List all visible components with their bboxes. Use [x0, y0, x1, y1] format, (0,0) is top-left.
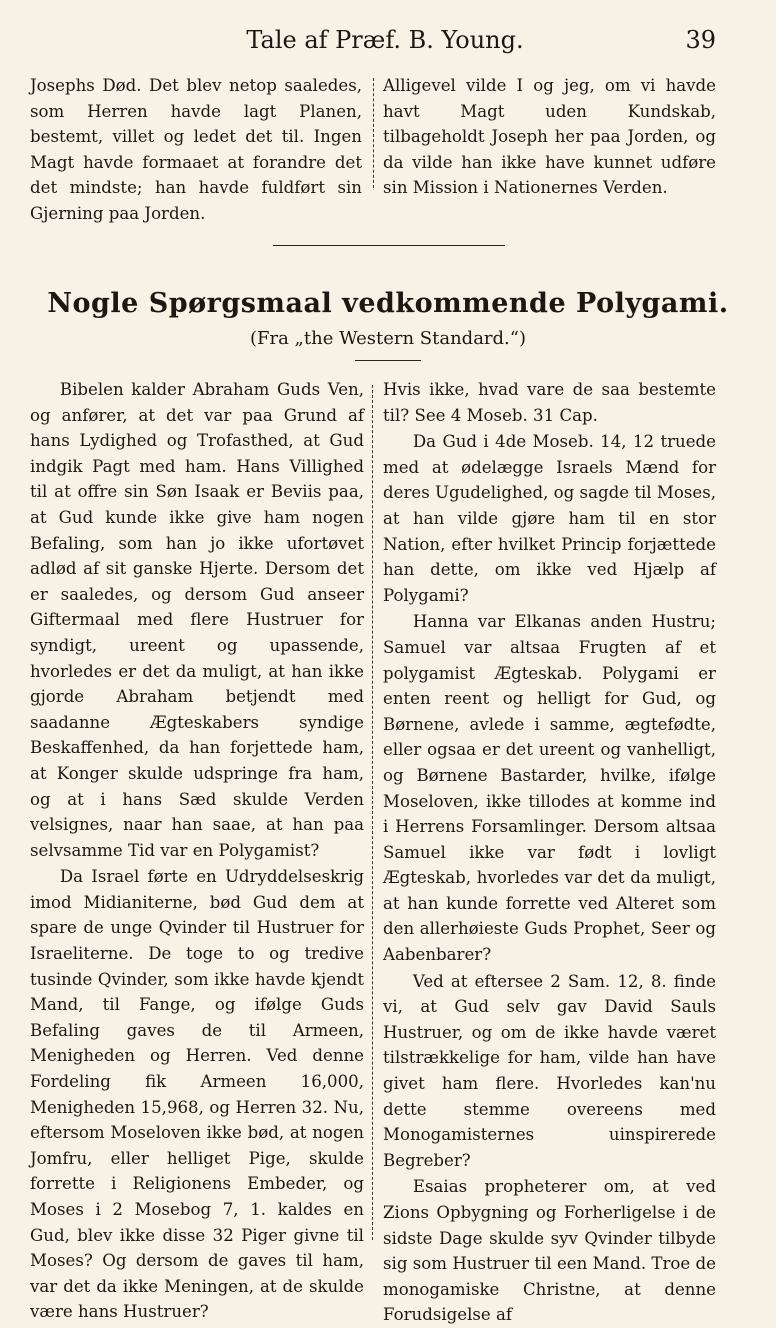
running-title: Tale af Præf. B. Young.: [246, 26, 524, 54]
column-divider-top: [373, 78, 374, 188]
page-number: 39: [685, 26, 716, 54]
article-right-column: [383, 377, 716, 1328]
article-paragraph: Hvis ikke, hvad vare de saa bestemte til? See 4 Moseb. 31 Cap.: [383, 380, 716, 425]
section-rule: [273, 245, 505, 246]
top-left-column: [30, 73, 362, 227]
article-paragraph: Ved at eftersee 2 Sam. 12, 8. finde vi, at Gud selv gav David Sauls Hustruer, og om de ikke havde været tilstrækkelige for ham, vilde han have givet ham flere. Hvorledes kan'nu dette stemme overeens med Monogamisternes uinspirerede Begreber?: [383, 971, 716, 1170]
article-paragraph: Esaias propheterer om, at ved Zions Opbygning og Forherligelse i de sidste Dage skulde syv Qvinder tilbyde sig som Hustruer til een Mand. Troe de monogamiske Christne, at denne Forudsigelse af: [383, 1177, 716, 1325]
subtitle-rule: [355, 360, 421, 361]
top-left-paragraph: Josephs Død. Det blev netop saaledes, som Herren havde lagt Planen, bestemt, villet og ledet det til. Ingen Magt havde formaaet at forandre det det mindste; han havde fuldført sin Gjerning paa Jorden.: [30, 76, 362, 223]
article-paragraph: Da Gud i 4de Moseb. 14, 12 truede med at ødelægge Israels Mænd for deres Ugudelighed, og sagde til Moses, at han vilde gjøre ham til en stor Nation, efter hvilket Princip forjættede han dette, om ikke ved Hjælp af Polygami?: [383, 432, 716, 605]
page-header: [0, 26, 776, 62]
article-title: Nogle Spørgsmaal vedkommende Polygami.: [47, 288, 729, 319]
article-paragraph: Hanna var Elkanas anden Hustru; Samuel var altsaa Frugten af et polygamist Ægteskab. Polygami er enten reent og helligt for Gud, og Børnene, avlede i samme, ægtefødte, eller ogsaa er det ureent og vanhelligt, og Børnene Bastarder, hvilke, ifølge Moseloven, ikke tillodes at komme ind i Herrens Forsamlinger. Dersom altsaa Samuel ikke var født i lovligt Ægteskab, hvorledes var det da muligt, at han kunde forrette ved Alteret som den allerhøieste Guds Prophet, Seer og Aabenbarer?: [383, 612, 716, 965]
article-subtitle: (Fra „the Western Standard.“): [249, 328, 527, 349]
article-paragraph: Da Israel førte en Udryddelseskrig imod Midianiterne, bød Gud dem at spare de unge Qvinder til Hustruer for Israeliterne. De toge to og tredive tusinde Qvinder, som ikke havde kjendt Mand, til Fange, og ifølge Guds Befaling gaves de til Armeen, Menigheden og Herren. Ved denne Fordeling fik Armeen 16,000, Menigheden 15,968, og Herren 32. Nu, eftersom Moseloven ikke bød, at nogen Jomfru, eller helliget Pige, skulde forrette i Religionens Embeder, og Moses i 2 Mosebog 7, 1. kaldes en Gud, blev ikke disse 32 Piger givne til Moses? Og dersom de gaves til ham, var det da ikke Meningen, at de skulde være hans Hustruer?: [30, 867, 364, 1322]
top-right-paragraph: Alligevel vilde I og jeg, om vi havde havt Magt uden Kundskab, tilbageholdt Joseph her paa Jorden, og da vilde han ikke have kunnet udføre sin Mission i Nationernes Verden.: [383, 76, 716, 198]
column-divider: [372, 385, 373, 1240]
article-paragraph: Bibelen kalder Abraham Guds Ven, og anfører, at det var paa Grund af hans Lydighed og Trofasthed, at Gud indgik Pagt med ham. Hans Villighed til at offre sin Søn Isaak er Beviis paa, at Gud kunde ikke give ham nogen Befaling, som han jo ikke ufortøvet adlød af sit ganske Hjerte. Dersom det er saaledes, og dersom Gud anseer Giftermaal med flere Hustruer for syndigt, ureent og upassende, hvorledes er det da muligt, at han ikke gjorde Abraham betjendt med saadanne Ægteskabers syndige Beskaffenhed, da han forjettede ham, at Konger skulde udspringe fra ham, og at i hans Sæd skulde Verden velsignes, naar han saae, at han paa selvsamme Tid var en Polygamist?: [30, 380, 364, 860]
top-right-column: [383, 73, 716, 201]
article-left-column: [30, 377, 364, 1325]
